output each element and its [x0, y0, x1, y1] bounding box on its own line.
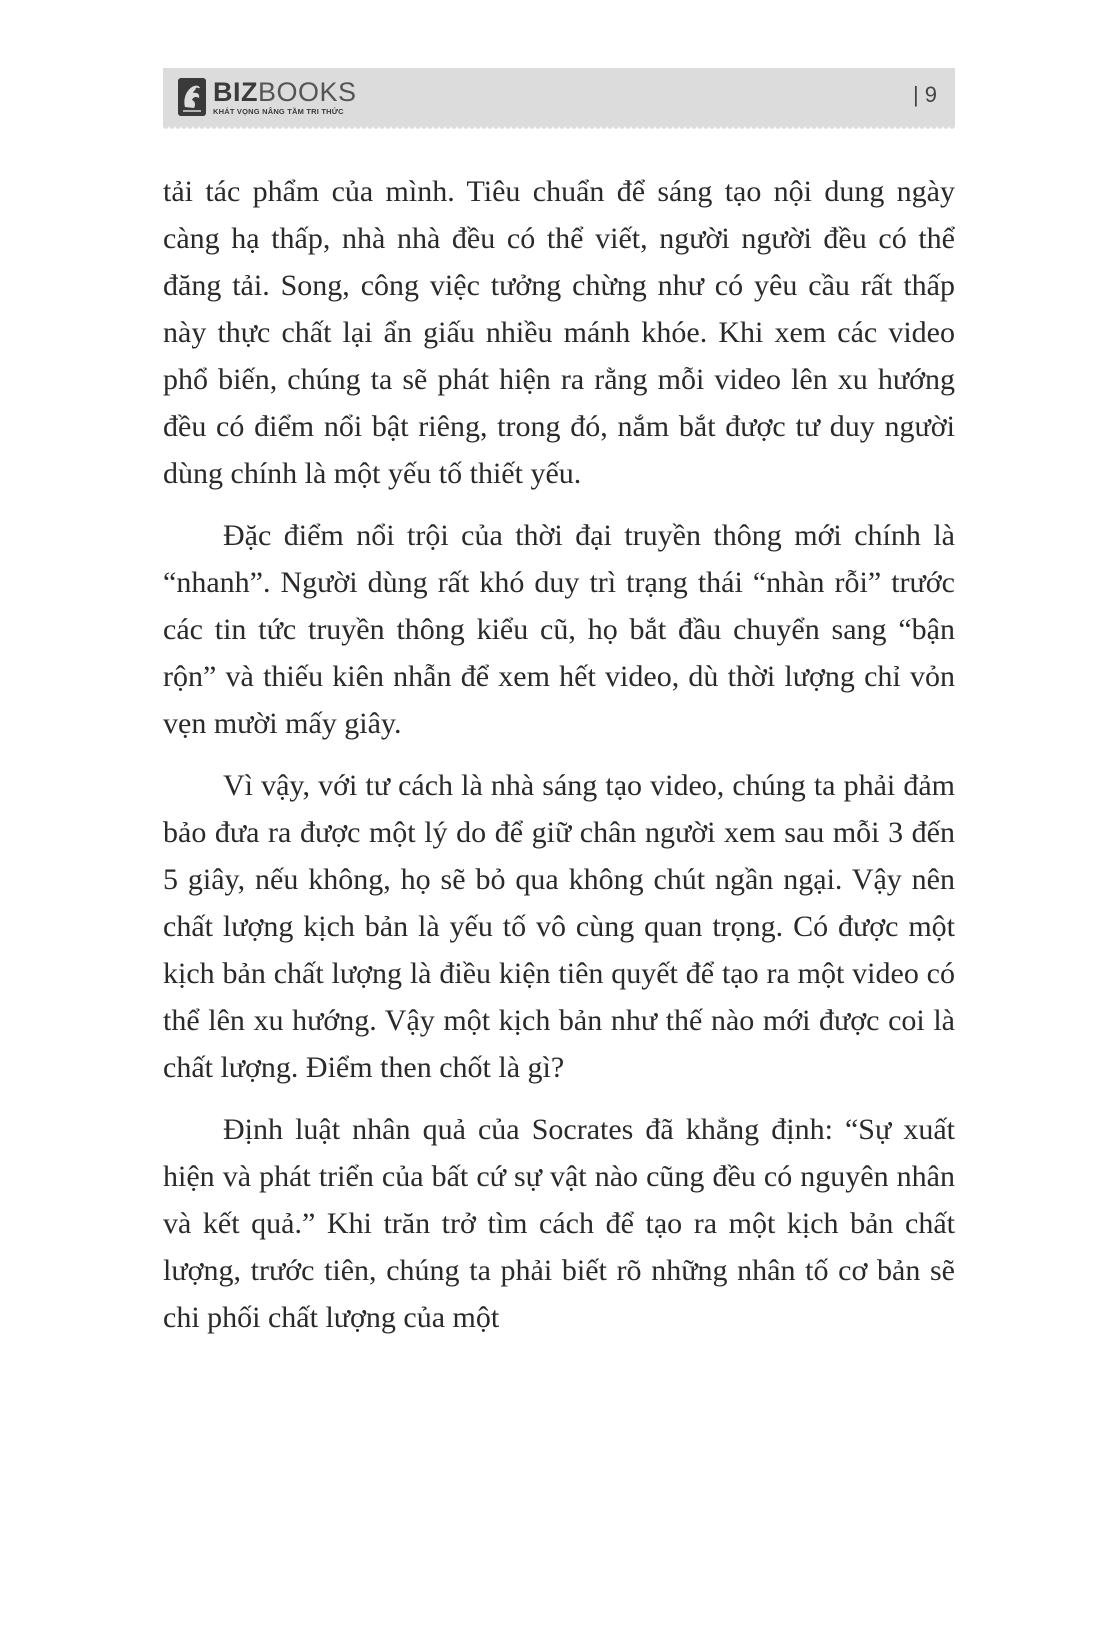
logo-text — [213, 76, 357, 116]
page-header — [163, 68, 955, 126]
bizbooks-logo-icon — [177, 77, 207, 117]
page-number: | 9 — [912, 82, 937, 107]
brand-name-bold: BIZ — [213, 76, 258, 107]
paragraph-3: Vì vậy, với tư cách là nhà sáng tạo video, chúng ta phải đảm bảo đưa ra được một lý do để giữ chân người xem sau mỗi 3 đến 5 giây, nếu không, họ sẽ bỏ qua không chút ngần ngại. Vậy nên chất lượng kịch bản là yếu tố vô cùng quan trọng. Có được một kịch bản chất lượng là điều kiện tiên quyết để tạo ra một video có thể lên xu hướng. Vậy một kịch bản như thế nào mới được coi là chất lượng. Điểm then chốt là gì? — [163, 769, 955, 1084]
paragraph-2: Đặc điểm nổi trội của thời đại truyền thông mới chính là “nhanh”. Người dùng rất khó duy trì trạng thái “nhàn rỗi” trước các tin tức truyền thông kiểu cũ, họ bắt đầu chuyển sang “bận rộn” và thiếu kiên nhẫn để xem hết video, dù thời lượng chỉ vỏn vẹn mười mấy giây. — [163, 519, 955, 740]
paragraph-4: Định luật nhân quả của Socrates đã khẳng định: “Sự xuất hiện và phát triển của bất cứ sự vật nào cũng đều có nguyên nhân và kết quả.” Khi trăn trở tìm cách để tạo ra một kịch bản chất lượng, trước tiên, chúng ta phải biết rõ những nhân tố cơ bản sẽ chi phối chất lượng của một — [163, 1113, 955, 1334]
body-text — [163, 168, 955, 1341]
brand-name-light: BOOKS — [258, 76, 357, 107]
brand-tagline: KHÁT VỌNG NÂNG TẦM TRI THỨC — [213, 106, 344, 116]
publisher-logo — [177, 76, 357, 118]
paragraph-1: tải tác phẩm của mình. Tiêu chuẩn để sáng tạo nội dung ngày càng hạ thấp, nhà nhà đều có thể viết, người người đều có thể đăng tải. Song, công việc tưởng chừng như có yêu cầu rất thấp này thực chất lại ẩn giấu nhiều mánh khóe. Khi xem các video phổ biến, chúng ta sẽ phát hiện ra rằng mỗi video lên xu hướng đều có điểm nổi bật riêng, trong đó, nắm bắt được tư duy người dùng chính là một yếu tố thiết yếu. — [163, 175, 955, 490]
brand-name — [213, 76, 357, 107]
